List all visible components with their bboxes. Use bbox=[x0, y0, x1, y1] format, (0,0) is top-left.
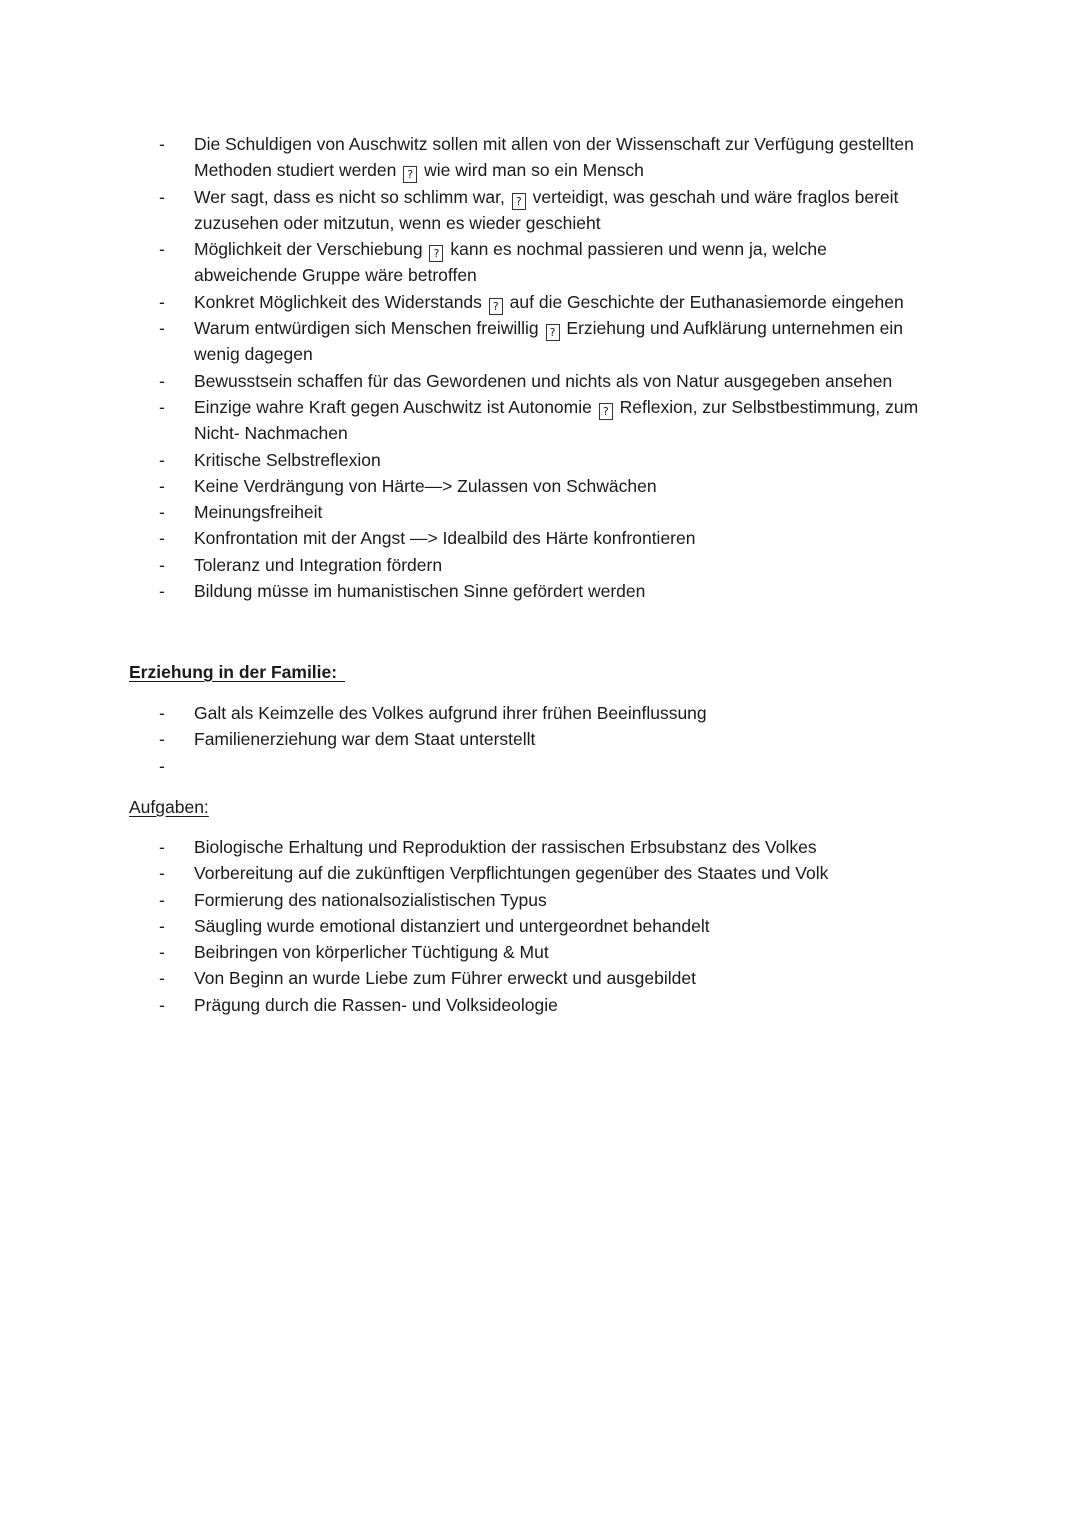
list-item-text: wenig dagegen bbox=[194, 344, 313, 365]
list-item bbox=[0, 753, 1080, 779]
list-item bbox=[0, 860, 1080, 886]
heading-underline-trail bbox=[337, 681, 345, 682]
list-item-text: abweichende Gruppe wäre betroffen bbox=[194, 265, 477, 286]
section-heading-familie bbox=[129, 660, 345, 684]
heading-text: Erziehung in der Familie: bbox=[129, 662, 338, 682]
list-item bbox=[0, 499, 1080, 525]
list-item-text: Vorbereitung auf die zukünftigen Verpflichtungen gegenüber des Staates und Volk bbox=[194, 863, 829, 884]
list-item-text: Meinungsfreiheit bbox=[194, 502, 323, 523]
dash-marker: - bbox=[159, 703, 165, 723]
list-item-text bbox=[194, 756, 199, 776]
list-item bbox=[0, 834, 1080, 860]
list-item-text: Toleranz und Integration fördern bbox=[194, 554, 443, 575]
list-item bbox=[0, 726, 1080, 752]
dash-marker: - bbox=[159, 554, 165, 575]
list-item bbox=[0, 525, 1080, 551]
list-item-text: Formierung des nationalsozialistischen Typus bbox=[194, 889, 547, 910]
list-item bbox=[0, 939, 1080, 965]
list-item-text: Galt als Keimzelle des Volkes aufgrund ihrer frühen Beeinflussung bbox=[194, 703, 707, 723]
list-item-text: Möglichkeit der Verschiebung bbox=[194, 239, 423, 260]
list-item bbox=[0, 578, 1080, 604]
dash-marker: - bbox=[159, 968, 165, 989]
list-item bbox=[0, 236, 1080, 289]
dash-marker: - bbox=[159, 837, 165, 857]
list-item-text: Wer sagt, dass es nicht so schlimm war, bbox=[194, 186, 505, 207]
dash-marker: - bbox=[159, 755, 165, 776]
dash-marker: - bbox=[159, 581, 165, 602]
list-item bbox=[0, 552, 1080, 578]
dash-marker: - bbox=[159, 889, 165, 910]
dash-marker: - bbox=[159, 318, 165, 339]
dash-marker: - bbox=[159, 475, 165, 496]
list-item bbox=[0, 913, 1080, 939]
dash-marker: - bbox=[159, 291, 165, 312]
list-item bbox=[0, 394, 1080, 447]
dash-marker: - bbox=[159, 528, 165, 549]
list-item bbox=[0, 473, 1080, 499]
list-item-text: Methoden studiert werden bbox=[194, 160, 397, 181]
dash-marker: - bbox=[159, 239, 165, 260]
list-item-text: Reflexion, zur Selbstbestimmung, zum bbox=[619, 396, 919, 417]
list-item bbox=[0, 992, 1080, 1018]
list-item-text: Erziehung und Aufklärung unternehmen ein bbox=[566, 318, 904, 339]
list-item-text: Keine Verdrängung von Härte—> Zulassen von Schwächen bbox=[194, 475, 657, 496]
list-item-text: Familienerziehung war dem Staat unterstellt bbox=[194, 729, 536, 750]
list-item bbox=[0, 700, 1080, 726]
section-heading-aufgaben bbox=[129, 795, 209, 819]
list-item-text: Bewusstsein schaffen für das Gewordenen und nichts als von Natur ausgegeben ansehen bbox=[194, 370, 893, 391]
list-item-text: verteidigt, was geschah und wäre fraglos bereit bbox=[532, 186, 899, 207]
bullet-list-aufgaben bbox=[0, 834, 1080, 1018]
missing-glyph-icon: ? bbox=[489, 298, 503, 315]
missing-glyph-icon: ? bbox=[599, 403, 613, 420]
list-item-text: Konkret Möglichkeit des Widerstands bbox=[194, 291, 482, 312]
bullet-list-familie bbox=[0, 700, 1080, 779]
dash-marker: - bbox=[159, 863, 165, 884]
list-item-text: Prägung durch die Rassen- und Volksideologie bbox=[194, 994, 558, 1015]
list-item bbox=[0, 447, 1080, 473]
dash-marker: - bbox=[159, 396, 165, 417]
list-item-text: Einzige wahre Kraft gegen Auschwitz ist Autonomie bbox=[194, 396, 592, 417]
dash-marker: - bbox=[159, 449, 165, 470]
list-item-text: Biologische Erhaltung und Reproduktion der rassischen Erbsubstanz des Volkes bbox=[194, 837, 817, 857]
list-item bbox=[0, 184, 1080, 237]
list-item bbox=[0, 131, 1080, 184]
heading-text: Aufgaben: bbox=[129, 797, 209, 817]
list-item-text: Von Beginn an wurde Liebe zum Führer erweckt und ausgebildet bbox=[194, 968, 696, 989]
missing-glyph-icon: ? bbox=[546, 324, 560, 341]
list-item bbox=[0, 289, 1080, 315]
bullet-list-schuldigen bbox=[0, 131, 1080, 604]
list-item bbox=[0, 368, 1080, 394]
list-item-text: zuzusehen oder mitzutun, wenn es wieder geschieht bbox=[194, 212, 601, 233]
dash-marker: - bbox=[159, 502, 165, 523]
missing-glyph-icon: ? bbox=[429, 245, 443, 262]
dash-marker: - bbox=[159, 729, 165, 750]
list-item-text: Bildung müsse im humanistischen Sinne gefördert werden bbox=[194, 581, 646, 602]
list-item-text: auf die Geschichte der Euthanasiemorde eingehen bbox=[509, 291, 904, 312]
dash-marker: - bbox=[159, 942, 165, 963]
list-item-text: kann es nochmal passieren und wenn ja, welche bbox=[450, 239, 827, 260]
list-item-text: Kritische Selbstreflexion bbox=[194, 449, 381, 470]
dash-marker: - bbox=[159, 994, 165, 1015]
missing-glyph-icon: ? bbox=[403, 166, 417, 183]
list-item-text: Konfrontation mit der Angst —> Idealbild des Härte konfrontieren bbox=[194, 528, 696, 549]
list-item bbox=[0, 965, 1080, 991]
list-item bbox=[0, 315, 1080, 368]
dash-marker: - bbox=[159, 915, 165, 936]
missing-glyph-icon: ? bbox=[512, 193, 526, 210]
list-item-text: Warum entwürdigen sich Menschen freiwillig bbox=[194, 318, 539, 339]
dash-marker: - bbox=[159, 370, 165, 391]
list-item-text: Säugling wurde emotional distanziert und untergeordnet behandelt bbox=[194, 915, 710, 936]
dash-marker: - bbox=[159, 186, 165, 207]
list-item-text: Beibringen von körperlicher Tüchtigung & Mut bbox=[194, 942, 549, 963]
dash-marker: - bbox=[159, 134, 165, 154]
list-item-text: wie wird man so ein Mensch bbox=[424, 160, 644, 181]
list-item bbox=[0, 887, 1080, 913]
list-item-text: Nicht- Nachmachen bbox=[194, 423, 348, 444]
list-item-text: Die Schuldigen von Auschwitz sollen mit allen von der Wissenschaft zur Verfügung gestellten bbox=[194, 134, 914, 154]
